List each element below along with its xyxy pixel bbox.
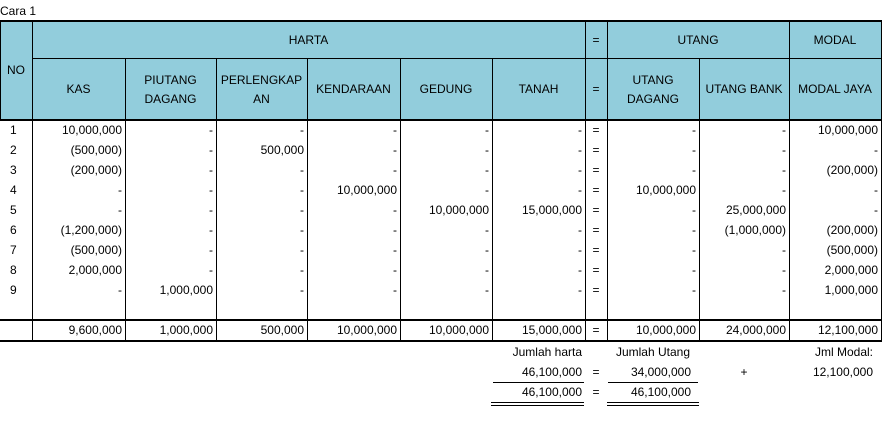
value-final-utang-modal: 46,100,000: [630, 385, 691, 399]
cell-gedung: -: [485, 163, 489, 177]
row-number: 1: [10, 123, 17, 137]
cell-utang-bank: -: [782, 243, 786, 257]
summary-equals-2: =: [592, 385, 600, 399]
cell-utang-dagang: -: [692, 223, 696, 237]
total-perlengkapan: 500,000: [260, 323, 304, 337]
cell-perlengkapan: 500,000: [260, 143, 304, 157]
cell-gedung: -: [485, 123, 489, 137]
cell-utang-bank: -: [782, 183, 786, 197]
cell-equals: =: [592, 143, 600, 157]
grid-line-top: [0, 20, 882, 22]
cell-piutang-dagang: -: [209, 143, 213, 157]
cell-modal-jaya: 10,000,000: [817, 123, 878, 137]
cell-tanah: -: [578, 223, 582, 237]
row-number: 7: [10, 243, 17, 257]
cell-kas: -: [118, 183, 122, 197]
value-jumlah-utang: 34,000,000: [630, 365, 691, 379]
header-equals: =: [592, 32, 600, 47]
cell-gedung: -: [485, 263, 489, 277]
cell-kendaraan: -: [393, 123, 397, 137]
cell-utang-dagang: -: [692, 243, 696, 257]
cell-tanah: -: [578, 163, 582, 177]
total-utang-dagang: 10,000,000: [635, 323, 696, 337]
row-number: 3: [10, 163, 17, 177]
header-harta: HARTA: [288, 32, 329, 47]
cell-perlengkapan: -: [300, 203, 304, 217]
row-number: 5: [10, 203, 17, 217]
row-number: 4: [10, 183, 17, 197]
grid-vline-modal: [789, 20, 790, 341]
total-kas: 9,600,000: [68, 323, 122, 337]
total-equals: =: [592, 323, 600, 337]
cell-kas: (1,200,000): [60, 223, 122, 237]
cell-utang-bank: (1,000,000): [724, 223, 786, 237]
row-number: 6: [10, 223, 17, 237]
grid-line-totals-bottom: [0, 340, 882, 342]
cell-kas: (200,000): [70, 163, 122, 177]
cell-kas: (500,000): [70, 243, 122, 257]
header-no: NO: [7, 63, 25, 77]
cell-piutang-dagang: -: [209, 263, 213, 277]
cell-modal-jaya: 1,000,000: [824, 283, 878, 297]
cell-kas: -: [118, 283, 122, 297]
cell-utang-dagang: -: [692, 203, 696, 217]
row-number: 9: [10, 283, 17, 297]
cell-perlengkapan: -: [300, 123, 304, 137]
cell-piutang-dagang: -: [209, 123, 213, 137]
cell-perlengkapan: -: [300, 163, 304, 177]
cell-kendaraan: -: [393, 243, 397, 257]
col-header-piutang-dagang: PIUTANG DAGANG: [144, 72, 197, 106]
cell-gedung: -: [485, 183, 489, 197]
cell-equals: =: [592, 203, 600, 217]
cell-equals: =: [592, 223, 600, 237]
cell-kendaraan: -: [393, 163, 397, 177]
cell-equals: =: [592, 183, 600, 197]
cell-modal-jaya: -: [874, 203, 878, 217]
grid-line-header-split: [32, 58, 882, 59]
grid-line-totals-top: [0, 319, 882, 321]
col-header-gedung: GEDUNG: [419, 82, 473, 96]
cell-perlengkapan: -: [300, 263, 304, 277]
double-rule-right-1: [607, 402, 699, 403]
cell-modal-jaya: -: [874, 143, 878, 157]
cell-tanah: -: [578, 143, 582, 157]
double-rule-left-1: [491, 402, 584, 403]
cell-perlengkapan: -: [300, 223, 304, 237]
total-utang-bank: 24,000,000: [725, 323, 786, 337]
cell-kendaraan: -: [393, 283, 397, 297]
cell-modal-jaya: (500,000): [826, 243, 878, 257]
cell-kas: (500,000): [70, 143, 122, 157]
total-tanah: 15,000,000: [521, 323, 582, 337]
cell-utang-dagang: -: [692, 123, 696, 137]
grid-vline-4: [400, 58, 401, 341]
value-jumlah-harta: 46,100,000: [521, 365, 582, 379]
cell-utang-dagang: -: [692, 143, 696, 157]
grid-vline-1: [125, 58, 126, 341]
total-kendaraan: 10,000,000: [336, 323, 397, 337]
cell-modal-jaya: (200,000): [826, 223, 878, 237]
grid-vline-3: [307, 58, 308, 341]
header-utang: UTANG: [677, 32, 719, 47]
col-header-equals: =: [592, 82, 600, 96]
double-rule-left-2: [491, 405, 584, 406]
value-final-harta: 46,100,000: [521, 385, 582, 399]
label-jml-modal: Jml Modal:: [814, 345, 873, 359]
cell-kendaraan: -: [393, 223, 397, 237]
cell-tanah: -: [578, 183, 582, 197]
col-header-kas: KAS: [66, 82, 91, 96]
grid-vline-5: [492, 58, 493, 341]
cell-modal-jaya: -: [874, 183, 878, 197]
cell-piutang-dagang: -: [209, 163, 213, 177]
cell-utang-dagang: 10,000,000: [635, 183, 696, 197]
cell-kas: 10,000,000: [61, 123, 122, 137]
cell-equals: =: [592, 283, 600, 297]
cell-piutang-dagang: -: [209, 243, 213, 257]
cell-kendaraan: -: [393, 203, 397, 217]
cell-tanah: -: [578, 263, 582, 277]
cell-kas: -: [118, 203, 122, 217]
value-jml-modal: 12,100,000: [812, 365, 873, 379]
cell-tanah: -: [578, 283, 582, 297]
cell-kas: 2,000,000: [68, 263, 122, 277]
cell-piutang-dagang: 1,000,000: [159, 283, 213, 297]
cell-gedung: -: [485, 143, 489, 157]
row-number: 2: [10, 143, 17, 157]
col-header-perlengkapan: PERLENGKAPAN: [220, 72, 303, 106]
cell-utang-bank: -: [782, 163, 786, 177]
grid-vline-2: [216, 58, 217, 341]
cell-tanah: 15,000,000: [521, 203, 582, 217]
col-header-utang-dagang: UTANG DAGANG: [626, 72, 679, 106]
col-header-modal-jaya: MODAL JAYA: [798, 82, 872, 96]
cell-equals: =: [592, 243, 600, 257]
cell-utang-bank: 25,000,000: [725, 203, 786, 217]
cell-utang-dagang: -: [692, 163, 696, 177]
summary-equals-1: =: [592, 365, 600, 379]
label-jumlah-utang: Jumlah Utang: [615, 345, 691, 359]
summary-plus: +: [740, 365, 748, 379]
cell-gedung: -: [485, 283, 489, 297]
header-modal: MODAL: [813, 32, 857, 47]
row-number: 8: [10, 263, 17, 277]
col-header-kendaraan: KENDARAAN: [316, 82, 391, 96]
grid-vline-6: [699, 58, 700, 341]
total-gedung: 10,000,000: [428, 323, 489, 337]
cell-perlengkapan: -: [300, 283, 304, 297]
cell-perlengkapan: -: [300, 183, 304, 197]
cell-piutang-dagang: -: [209, 223, 213, 237]
cell-gedung: 10,000,000: [428, 203, 489, 217]
cell-piutang-dagang: -: [209, 183, 213, 197]
cell-tanah: -: [578, 123, 582, 137]
cell-utang-dagang: -: [692, 283, 696, 297]
cell-utang-bank: -: [782, 283, 786, 297]
cell-gedung: -: [485, 243, 489, 257]
cell-gedung: -: [485, 223, 489, 237]
cell-modal-jaya: (200,000): [826, 163, 878, 177]
label-jumlah-harta: Jumlah harta: [512, 345, 582, 359]
total-modal-jaya: 12,100,000: [817, 323, 878, 337]
cell-piutang-dagang: -: [209, 203, 213, 217]
grid-vline-left: [0, 20, 1, 120]
sheet-caption: Cara 1: [0, 4, 37, 18]
cell-equals: =: [592, 163, 600, 177]
cell-modal-jaya: 2,000,000: [824, 263, 878, 277]
col-header-tanah: TANAH: [518, 82, 559, 96]
grid-vline-eq-right: [607, 20, 608, 341]
cell-perlengkapan: -: [300, 243, 304, 257]
cell-tanah: -: [578, 243, 582, 257]
cell-utang-bank: -: [782, 123, 786, 137]
grid-line-header-bottom: [0, 119, 882, 121]
grid-vline-right: [881, 20, 882, 341]
col-header-utang-bank: UTANG BANK: [705, 82, 783, 96]
cell-utang-dagang: -: [692, 263, 696, 277]
cell-kendaraan: 10,000,000: [336, 183, 397, 197]
cell-equals: =: [592, 123, 600, 137]
cell-utang-bank: -: [782, 143, 786, 157]
grid-vline-no: [32, 20, 33, 341]
double-rule-right-2: [607, 405, 699, 406]
grid-vline-eq-left: [585, 20, 586, 341]
cell-equals: =: [592, 263, 600, 277]
cell-utang-bank: -: [782, 263, 786, 277]
cell-kendaraan: -: [393, 263, 397, 277]
total-piutang-dagang: 1,000,000: [159, 323, 213, 337]
cell-kendaraan: -: [393, 143, 397, 157]
